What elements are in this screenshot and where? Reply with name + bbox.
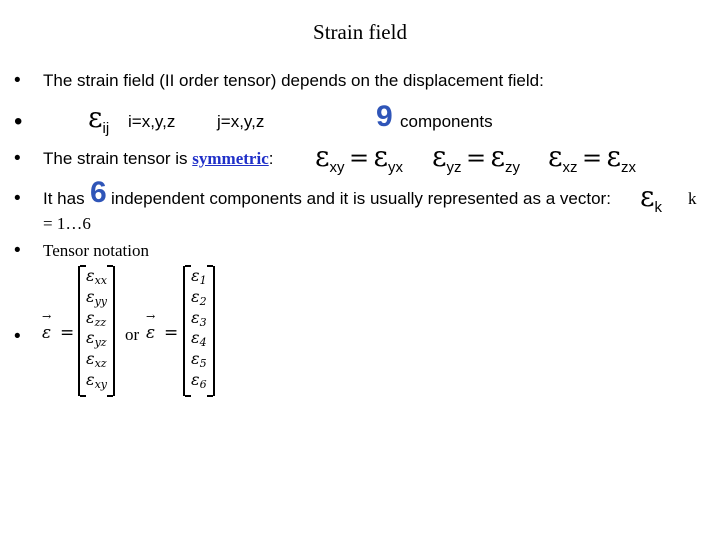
- subscript: zy: [505, 159, 521, 176]
- component-count-nine: 9: [376, 100, 393, 133]
- epsilon-glyph: ε: [315, 140, 330, 173]
- independent-text: independent components and it is usually represented as a vector:: [111, 189, 611, 208]
- symmetry-equation-yz: [432, 140, 520, 176]
- epsilon-glyph: ε: [490, 140, 506, 173]
- epsilon-glyph: ε: [88, 101, 103, 134]
- tensor-cell: [86, 308, 107, 329]
- voigt-cell: [191, 328, 207, 349]
- equals-sign: =: [164, 323, 179, 343]
- subscript: xz: [562, 159, 578, 176]
- subscript: 1: [199, 274, 207, 287]
- subscript: 5: [199, 357, 207, 371]
- equals-sign: =: [581, 144, 603, 172]
- subscript: zz: [94, 315, 107, 329]
- bullet-marker: •: [14, 188, 21, 209]
- symmetry-equation-xz: [548, 140, 636, 176]
- bullet-marker: •: [14, 70, 21, 91]
- subscript: k: [654, 199, 663, 216]
- slide-title: Strain field: [313, 20, 407, 44]
- tensor-cell: [86, 266, 107, 287]
- epsilon-ij-symbol: [88, 101, 109, 137]
- subscript: yy: [94, 294, 108, 308]
- subscript: yx: [388, 159, 404, 176]
- voigt-cell: [191, 308, 207, 329]
- symmetric-sentence: [43, 149, 273, 169]
- epsilon-glyph: ε: [191, 286, 200, 306]
- voigt-cell: [191, 287, 207, 308]
- symmetric-link[interactable]: symmetric: [192, 149, 269, 168]
- epsilon-glyph: ε: [86, 266, 95, 285]
- epsilon-glyph: ε: [191, 328, 200, 348]
- independent-prefix: It has: [43, 189, 85, 208]
- tensor-notation-label: Tensor notation: [43, 241, 149, 260]
- epsilon-glyph: ε: [191, 266, 200, 285]
- tensor-component-matrix: [78, 266, 115, 396]
- epsilon-glyph: ε: [373, 140, 389, 173]
- voigt-cells: [191, 266, 207, 391]
- subscript: xy: [94, 377, 108, 391]
- voigt-cell: [191, 266, 207, 287]
- epsilon-glyph: ε: [191, 307, 200, 327]
- epsilon-glyph: ε: [640, 180, 655, 213]
- voigt-component-matrix: [183, 266, 215, 396]
- symmetric-prefix: The strain tensor is: [43, 149, 193, 168]
- symmetry-equation-xy: [315, 140, 403, 176]
- index-k-label: k: [688, 189, 697, 208]
- tensor-cells: [86, 266, 107, 391]
- equals-sign: =: [465, 144, 487, 172]
- tensor-cell: [86, 328, 107, 349]
- index-j-range: j=x,y,z: [217, 112, 265, 131]
- epsilon-subscript: ij: [102, 120, 110, 137]
- epsilon-glyph: ε: [606, 140, 622, 173]
- strain-vector-label: [146, 323, 155, 343]
- bullet-text-displacement: The strain field (II order tensor) depends on the displacement field:: [43, 71, 544, 90]
- equals-sign: =: [348, 144, 370, 172]
- index-i-range: i=x,y,z: [128, 112, 176, 131]
- bullet-marker: •: [14, 148, 21, 169]
- subscript: 4: [199, 336, 207, 350]
- bullet-marker: •: [14, 108, 23, 135]
- tensor-cell: [86, 370, 107, 391]
- epsilon-glyph: ε: [86, 328, 95, 348]
- epsilon-glyph: ε: [191, 349, 200, 369]
- or-label: or: [125, 325, 140, 344]
- epsilon-glyph: ε: [432, 140, 447, 173]
- subscript: zx: [621, 159, 637, 176]
- bullet-marker: •: [14, 326, 21, 347]
- epsilon-glyph: ε: [86, 369, 95, 389]
- subscript: 6: [199, 377, 207, 391]
- subscript: yz: [94, 336, 107, 350]
- symmetric-colon: :: [268, 149, 274, 168]
- independent-count-six: 6: [90, 176, 107, 209]
- voigt-cell: [191, 349, 207, 370]
- epsilon-glyph: ε: [191, 369, 200, 389]
- subscript: xx: [94, 274, 108, 287]
- subscript: yz: [446, 159, 462, 176]
- components-label: components: [400, 112, 493, 131]
- bullet-marker: •: [14, 240, 21, 261]
- vector-arrow-icon: → ε: [42, 323, 51, 343]
- subscript: xz: [94, 357, 107, 371]
- subscript: 2: [199, 294, 207, 308]
- tensor-cell: [86, 349, 107, 370]
- equals-sign: =: [60, 323, 75, 343]
- epsilon-glyph: ε: [86, 286, 95, 306]
- tensor-cell: [86, 287, 107, 308]
- vector-arrow-icon: → ε: [146, 323, 155, 343]
- subscript: 3: [199, 315, 207, 329]
- epsilon-glyph: ε: [86, 349, 95, 369]
- subscript: xy: [329, 159, 345, 176]
- strain-vector-label: [42, 323, 51, 343]
- voigt-cell: [191, 370, 207, 391]
- epsilon-k-symbol: [640, 180, 662, 216]
- index-k-range: = 1…6: [43, 214, 91, 233]
- epsilon-glyph: ε: [548, 140, 563, 173]
- epsilon-glyph: ε: [86, 307, 95, 327]
